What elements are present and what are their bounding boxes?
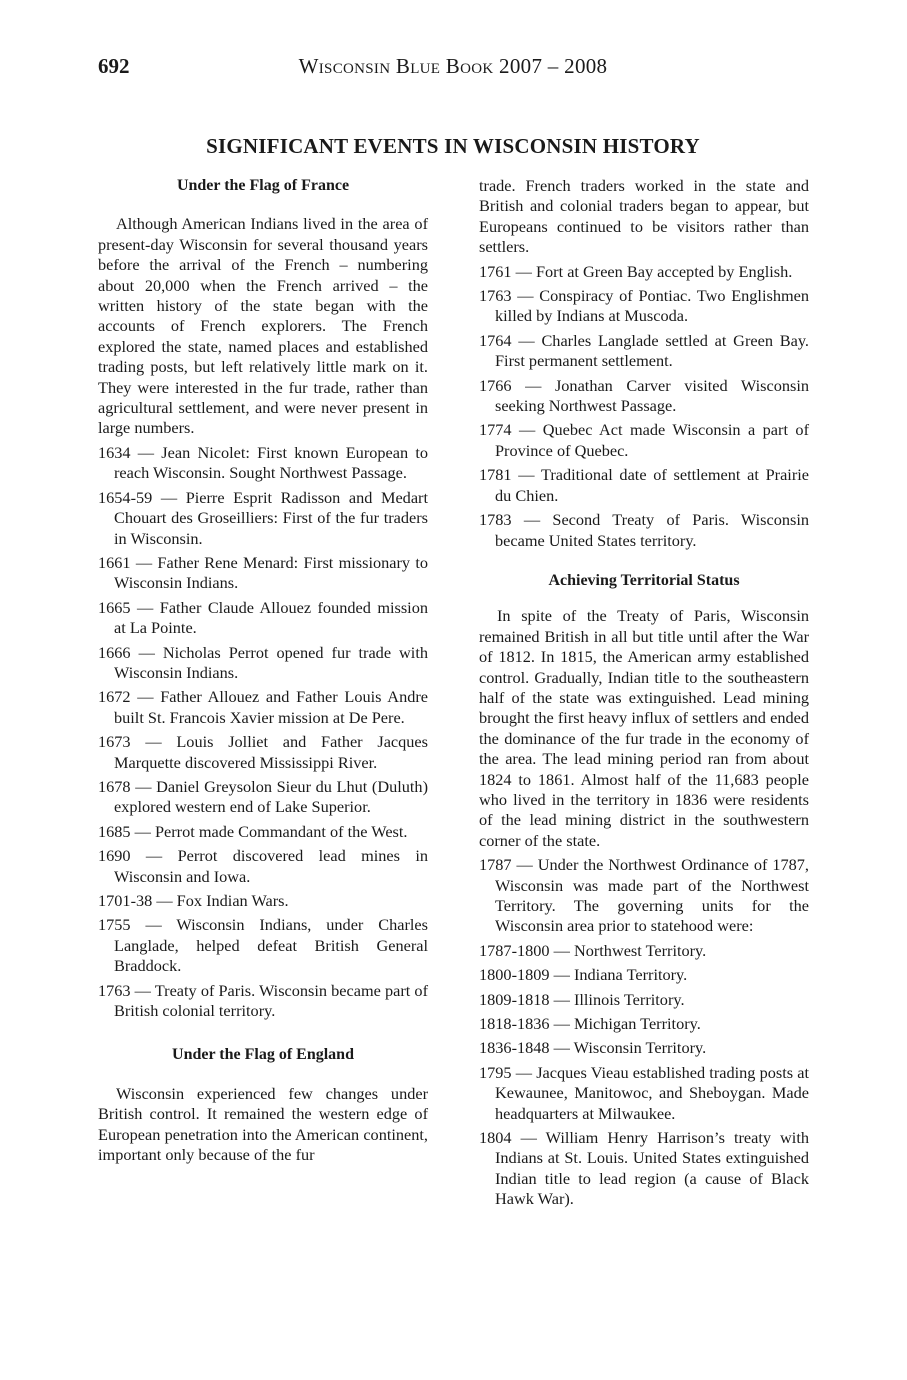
- section-heading-territorial: Achieving Territorial Status: [548, 571, 740, 589]
- event-entry: 1787-1800 — Northwest Territory.: [479, 940, 707, 960]
- page-header: [98, 54, 808, 84]
- section-heading-france: Under the Flag of France: [176, 177, 350, 194]
- event-entry: 1673 — Louis Jolliet and Father Jacques Marquette discovered Mississippi River.: [98, 732, 428, 772]
- page-number: 692: [98, 54, 130, 78]
- event-entry: 1836-1848 — Wisconsin Territory.: [479, 1038, 707, 1058]
- event-entry: 1701-38 — Fox Indian Wars.: [98, 891, 289, 910]
- event-entry: 1654-59 — Pierre Esprit Radisson and Medart Chouart des Groseilliers: First of the fur traders in Wisconsin.: [98, 487, 428, 548]
- event-entry: 1800-1809 — Indiana Territory.: [479, 965, 688, 985]
- event-entry: 1781 — Traditional date of settlement at Prairie du Chien.: [479, 465, 809, 505]
- event-entry: 1666 — Nicholas Perrot opened fur trade with Wisconsin Indians.: [98, 642, 428, 682]
- running-title: Wisconsin Blue Book 2007 – 2008: [298, 54, 608, 78]
- event-entry: 1665 — Father Claude Allouez founded mission at La Pointe.: [98, 597, 428, 638]
- event-entry: 1809-1818 — Illinois Territory.: [479, 989, 685, 1009]
- event-entry: 1678 — Daniel Greysolon Sieur du Lhut (Duluth) explored western end of Lake Superior.: [98, 776, 428, 817]
- event-entry: 1774 — Quebec Act made Wisconsin a part of Province of Quebec.: [479, 420, 809, 460]
- section-heading-england: Under the Flag of England: [172, 1046, 354, 1064]
- event-entry: 1672 — Father Allouez and Father Louis Andre built St. Francois Xavier mission at De Pere.: [98, 687, 428, 727]
- page-title: SIGNIFICANT EVENTS IN WISCONSIN HISTORY: [206, 134, 700, 158]
- event-entry: 1685 — Perrot made Commandant of the West.: [98, 821, 408, 841]
- event-entry: 1761 — Fort at Green Bay accepted by English.: [479, 261, 793, 281]
- england-intro-paragraph: Wisconsin experienced few changes under British control. It remained the western edge of European penetration into the American continent, important only because of the fur: [98, 1083, 428, 1165]
- right-column: [479, 176, 809, 1210]
- event-entry: 1804 — William Henry Harrison’s treaty with Indians at St. Louis. United States extinguished Indian title to lead region (a cause of Black Hawk War).: [479, 1128, 809, 1209]
- event-entry: 1764 — Charles Langlade settled at Green Bay. First permanent settlement.: [479, 330, 809, 371]
- event-entry: 1783 — Second Treaty of Paris. Wisconsin became United States territory.: [479, 510, 809, 550]
- event-entry: 1634 — Jean Nicolet: First known European to reach Wisconsin. Sought Northwest Passage.: [98, 442, 428, 483]
- event-entry: 1690 — Perrot discovered lead mines in Wisconsin and Iowa.: [98, 846, 428, 886]
- event-entry: 1787 — Under the Northwest Ordinance of 1787, Wisconsin was made part of the Northwest Territory. The governing units for the Wisconsin area prior to statehood were:: [479, 855, 809, 936]
- event-entry: 1818-1836 — Michigan Territory.: [479, 1014, 701, 1034]
- england-intro-continued: trade. French traders worked in the state and British and colonial traders began to appear, but Europeans continued to be visitors rather than settlers.: [479, 176, 809, 257]
- event-entry: 1763 — Conspiracy of Pontiac. Two Englishmen killed by Indians at Muscoda.: [479, 286, 809, 326]
- event-entry: 1661 — Father Rene Menard: First missionary to Wisconsin Indians.: [98, 552, 428, 593]
- event-entry: 1766 — Jonathan Carver visited Wisconsin seeking Northwest Passage.: [479, 375, 809, 416]
- territorial-intro-paragraph: In spite of the Treaty of Paris, Wisconsin remained British in all but title until after the War of 1812. In 1815, the American army established control. Gradually, Indian title to the southeastern half of the state was extinguished. Lead mining brought the first heavy influx of settlers and ended the dominance of the fur trade in the economy of the area. The lead mining period ran from about 1824 to 1861. Almost half of the 11,683 people who lived in the territory in 1836 were residents of the lead mining district in the southwestern corner of the state.: [479, 606, 809, 850]
- event-entry: 1755 — Wisconsin Indians, under Charles Langlade, helped defeat British General Braddock.: [98, 915, 428, 976]
- event-entry: 1763 — Treaty of Paris. Wisconsin became part of British colonial territory.: [98, 980, 428, 1021]
- france-intro-paragraph: Although American Indians lived in the area of present-day Wisconsin for several thousand years before the arrival of the French – numbering about 20,000 when the French arrived – the written history of the state began with the accounts of French explorers. The French explored the state, named places and established trading posts, but left relatively little mark on it. They were interested in the fur trade, rather than agricultural settlement, and were never present in large numbers.: [98, 214, 428, 438]
- event-entry: 1795 — Jacques Vieau established trading posts at Kewaunee, Manitowoc, and Sheboygan. Made headquarters at Milwaukee.: [479, 1062, 809, 1123]
- left-column: [98, 176, 428, 1165]
